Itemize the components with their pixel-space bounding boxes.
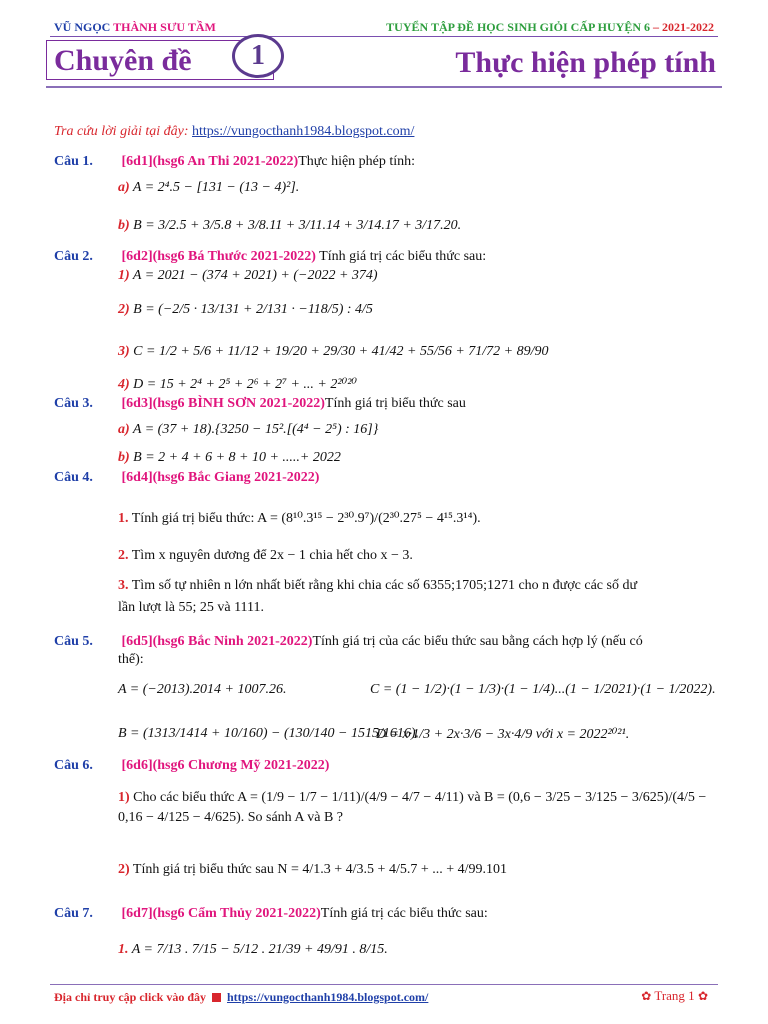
chapter-topic: Thực hiện phép tính — [455, 46, 716, 79]
question-prompt: Tính giá trị của các biểu thức sau bằng cách hợp lý (nếu có — [312, 634, 643, 649]
item-label: 2) — [118, 302, 130, 317]
question-number: Câu 6. — [54, 758, 93, 773]
item-label: 4) — [118, 377, 130, 392]
question-5-heading — [54, 634, 643, 650]
item-expression: C = (1 − 1/2)·(1 − 1/3)·(1 − 1/4)...(1 − 1/2021)·(1 − 1/2022). — [370, 682, 716, 697]
author-name-b: THÀNH SƯU TẦM — [113, 20, 216, 34]
question-2-item-4 — [118, 376, 357, 393]
item-expression: A = (37 + 18).{3250 − 15².[(4⁴ − 2⁵) : 16]} — [132, 422, 379, 437]
question-4-item-3 — [118, 578, 637, 594]
question-3-item-b — [118, 450, 341, 466]
house-icon — [212, 993, 221, 1002]
question-source: [6d6](hsg6 Chương Mỹ 2021-2022) — [121, 758, 330, 773]
footer-access — [54, 990, 428, 1005]
question-5-expr-c — [370, 682, 716, 698]
collection-year: 2021-2022 — [662, 20, 714, 34]
item-expression: B = (1313/1414 + 10/160) − (130/140 − 1515/1616). — [118, 726, 420, 741]
question-5-expr-a — [118, 682, 286, 698]
item-expression: D = 15 + 2⁴ + 2⁵ + 2⁶ + 2⁷ + ... + 2²⁰²⁰ — [133, 377, 358, 392]
item-label: a) — [118, 422, 130, 437]
question-prompt: Tính giá trị các biểu thức sau: — [315, 249, 487, 264]
author-credit — [54, 20, 216, 35]
item-expression: D = x·1/3 + 2x·3/6 − 3x·4/9 với x = 2022²⁰²¹. — [376, 727, 630, 742]
chapter-title — [46, 40, 722, 84]
title-divider — [46, 86, 722, 88]
question-source: [6d5](hsg6 Bắc Ninh 2021-2022) — [121, 634, 313, 649]
item-expression: B = 3/2.5 + 3/5.8 + 3/8.11 + 3/11.14 + 3/14.17 + 3/17.20. — [133, 218, 462, 233]
question-4-item-3-cont — [118, 600, 264, 616]
item-label: 2. — [118, 548, 129, 563]
question-1-item-b — [118, 218, 461, 234]
page-label: Trang 1 — [654, 988, 695, 1003]
question-source: [6d1](hsg6 An Thi 2021-2022) — [121, 154, 299, 169]
author-name-a: VŨ NGỌC — [54, 20, 111, 34]
question-6-item-2 — [118, 862, 507, 878]
question-4-item-1 — [118, 510, 481, 527]
question-3-item-a — [118, 422, 378, 438]
item-expression: Tính giá trị biểu thức: A = (8¹⁰.3¹⁵ − 2³⁰.9⁷)/(2³⁰.27⁵ − 4¹⁵.3¹⁴). — [131, 511, 481, 526]
item-expression: B = (−2/5 · 13/131 + 2/131 · −118/5) : 4/5 — [133, 302, 373, 317]
flower-icon: ✿ — [641, 989, 652, 1003]
chapter-label: Chuyên đề — [54, 44, 192, 77]
footer-divider — [50, 984, 718, 985]
item-expression: A = 2021 − (374 + 2021) + (−2022 + 374) — [132, 268, 378, 283]
question-1-heading — [54, 154, 415, 170]
question-2-item-2 — [118, 302, 373, 318]
item-label: 1) — [118, 790, 130, 805]
item-expression: A = (−2013).2014 + 1007.26. — [118, 682, 287, 697]
item-expression: Cho các biểu thức A = (1/9 − 1/7 − 1/11)/(4/9 − 4/7 − 4/11) và B = (0,6 − 3/25 − 3/125 − 3/625)/(4/5 − 0,16 − 4/125 − 4/625). So sánh A và B ? — [118, 790, 707, 825]
question-prompt-cont: thể): — [118, 652, 144, 667]
question-prompt: Thực hiện phép tính: — [298, 154, 416, 169]
question-number: Câu 4. — [54, 470, 93, 485]
question-6-heading — [54, 758, 329, 774]
question-source: [6d3](hsg6 BÌNH SƠN 2021-2022) — [121, 396, 325, 411]
question-2-heading — [54, 249, 486, 265]
item-label: 1. — [118, 511, 129, 526]
question-5-expr-b — [118, 726, 419, 742]
question-source: [6d7](hsg6 Cẩm Thủy 2021-2022) — [121, 906, 321, 921]
question-1-item-a — [118, 180, 299, 196]
solution-lookup — [54, 124, 414, 140]
question-5-expr-d — [376, 726, 629, 743]
footer-link[interactable]: https://vungocthanh1984.blogspot.com/ — [227, 990, 429, 1004]
collection-title — [386, 20, 714, 35]
item-label: b) — [118, 450, 130, 465]
question-7-item-1 — [118, 942, 388, 958]
lookup-label: Tra cứu lời giải tại đây: — [54, 124, 189, 139]
chapter-number-badge: 1 — [232, 34, 284, 78]
question-7-heading — [54, 906, 488, 922]
question-2-item-3 — [118, 344, 549, 360]
item-expression: Tìm số tự nhiên n lớn nhất biết rằng khi chia các số 6355;1705;1271 cho n được các số dư — [131, 578, 638, 593]
item-label: 2) — [118, 862, 130, 877]
question-2-item-1 — [118, 268, 378, 284]
question-source: [6d4](hsg6 Bắc Giang 2021-2022) — [121, 470, 320, 485]
item-expression: C = 1/2 + 5/6 + 11/12 + 19/20 + 29/30 + 41/42 + 55/56 + 71/72 + 89/90 — [133, 344, 549, 359]
item-label: 1. — [118, 942, 129, 957]
question-source: [6d2](hsg6 Bá Thước 2021-2022) — [121, 249, 316, 264]
item-expression: A = 2⁴.5 − [131 − (13 − 4)²]. — [132, 180, 300, 195]
question-number: Câu 1. — [54, 154, 93, 169]
lookup-link[interactable]: https://vungocthanh1984.blogspot.com/ — [192, 124, 415, 139]
collection-name: TUYỂN TẬP ĐỀ HỌC SINH GIỎI CẤP HUYỆN 6 — [386, 20, 650, 34]
item-expression: lần lượt là 55; 25 và 1111. — [118, 600, 265, 615]
item-expression: Tính giá trị biểu thức sau N = 4/1.3 + 4/3.5 + 4/5.7 + ... + 4/99.101 — [132, 862, 508, 877]
question-number: Câu 2. — [54, 249, 93, 264]
question-number: Câu 5. — [54, 634, 93, 649]
page-number — [641, 988, 708, 1004]
question-prompt: Tính giá trị các biểu thức sau: — [320, 906, 488, 921]
item-expression: Tìm x nguyên dương để 2x − 1 chia hết cho x − 3. — [131, 548, 413, 563]
question-3-heading — [54, 396, 466, 412]
question-6-item-1 — [118, 788, 718, 828]
item-label: 3. — [118, 578, 129, 593]
item-label: a) — [118, 180, 130, 195]
item-label: 1) — [118, 268, 130, 283]
question-prompt: Tính giá trị biểu thức sau — [324, 396, 466, 411]
header-divider — [50, 36, 718, 37]
question-number: Câu 3. — [54, 396, 93, 411]
footer-label: Địa chỉ truy cập click vào đây — [54, 990, 206, 1004]
question-4-item-2 — [118, 548, 413, 564]
question-5-prompt-cont — [118, 652, 144, 668]
item-expression: B = 2 + 4 + 6 + 8 + 10 + .....+ 2022 — [133, 450, 341, 465]
item-label: 3) — [118, 344, 130, 359]
item-label: b) — [118, 218, 130, 233]
flower-icon: ✿ — [697, 989, 708, 1003]
question-number: Câu 7. — [54, 906, 93, 921]
question-4-heading — [54, 470, 319, 486]
item-expression: A = 7/13 . 7/15 − 5/12 . 21/39 + 49/91 . 8/15. — [131, 942, 388, 957]
collection-sep: – — [650, 20, 662, 34]
